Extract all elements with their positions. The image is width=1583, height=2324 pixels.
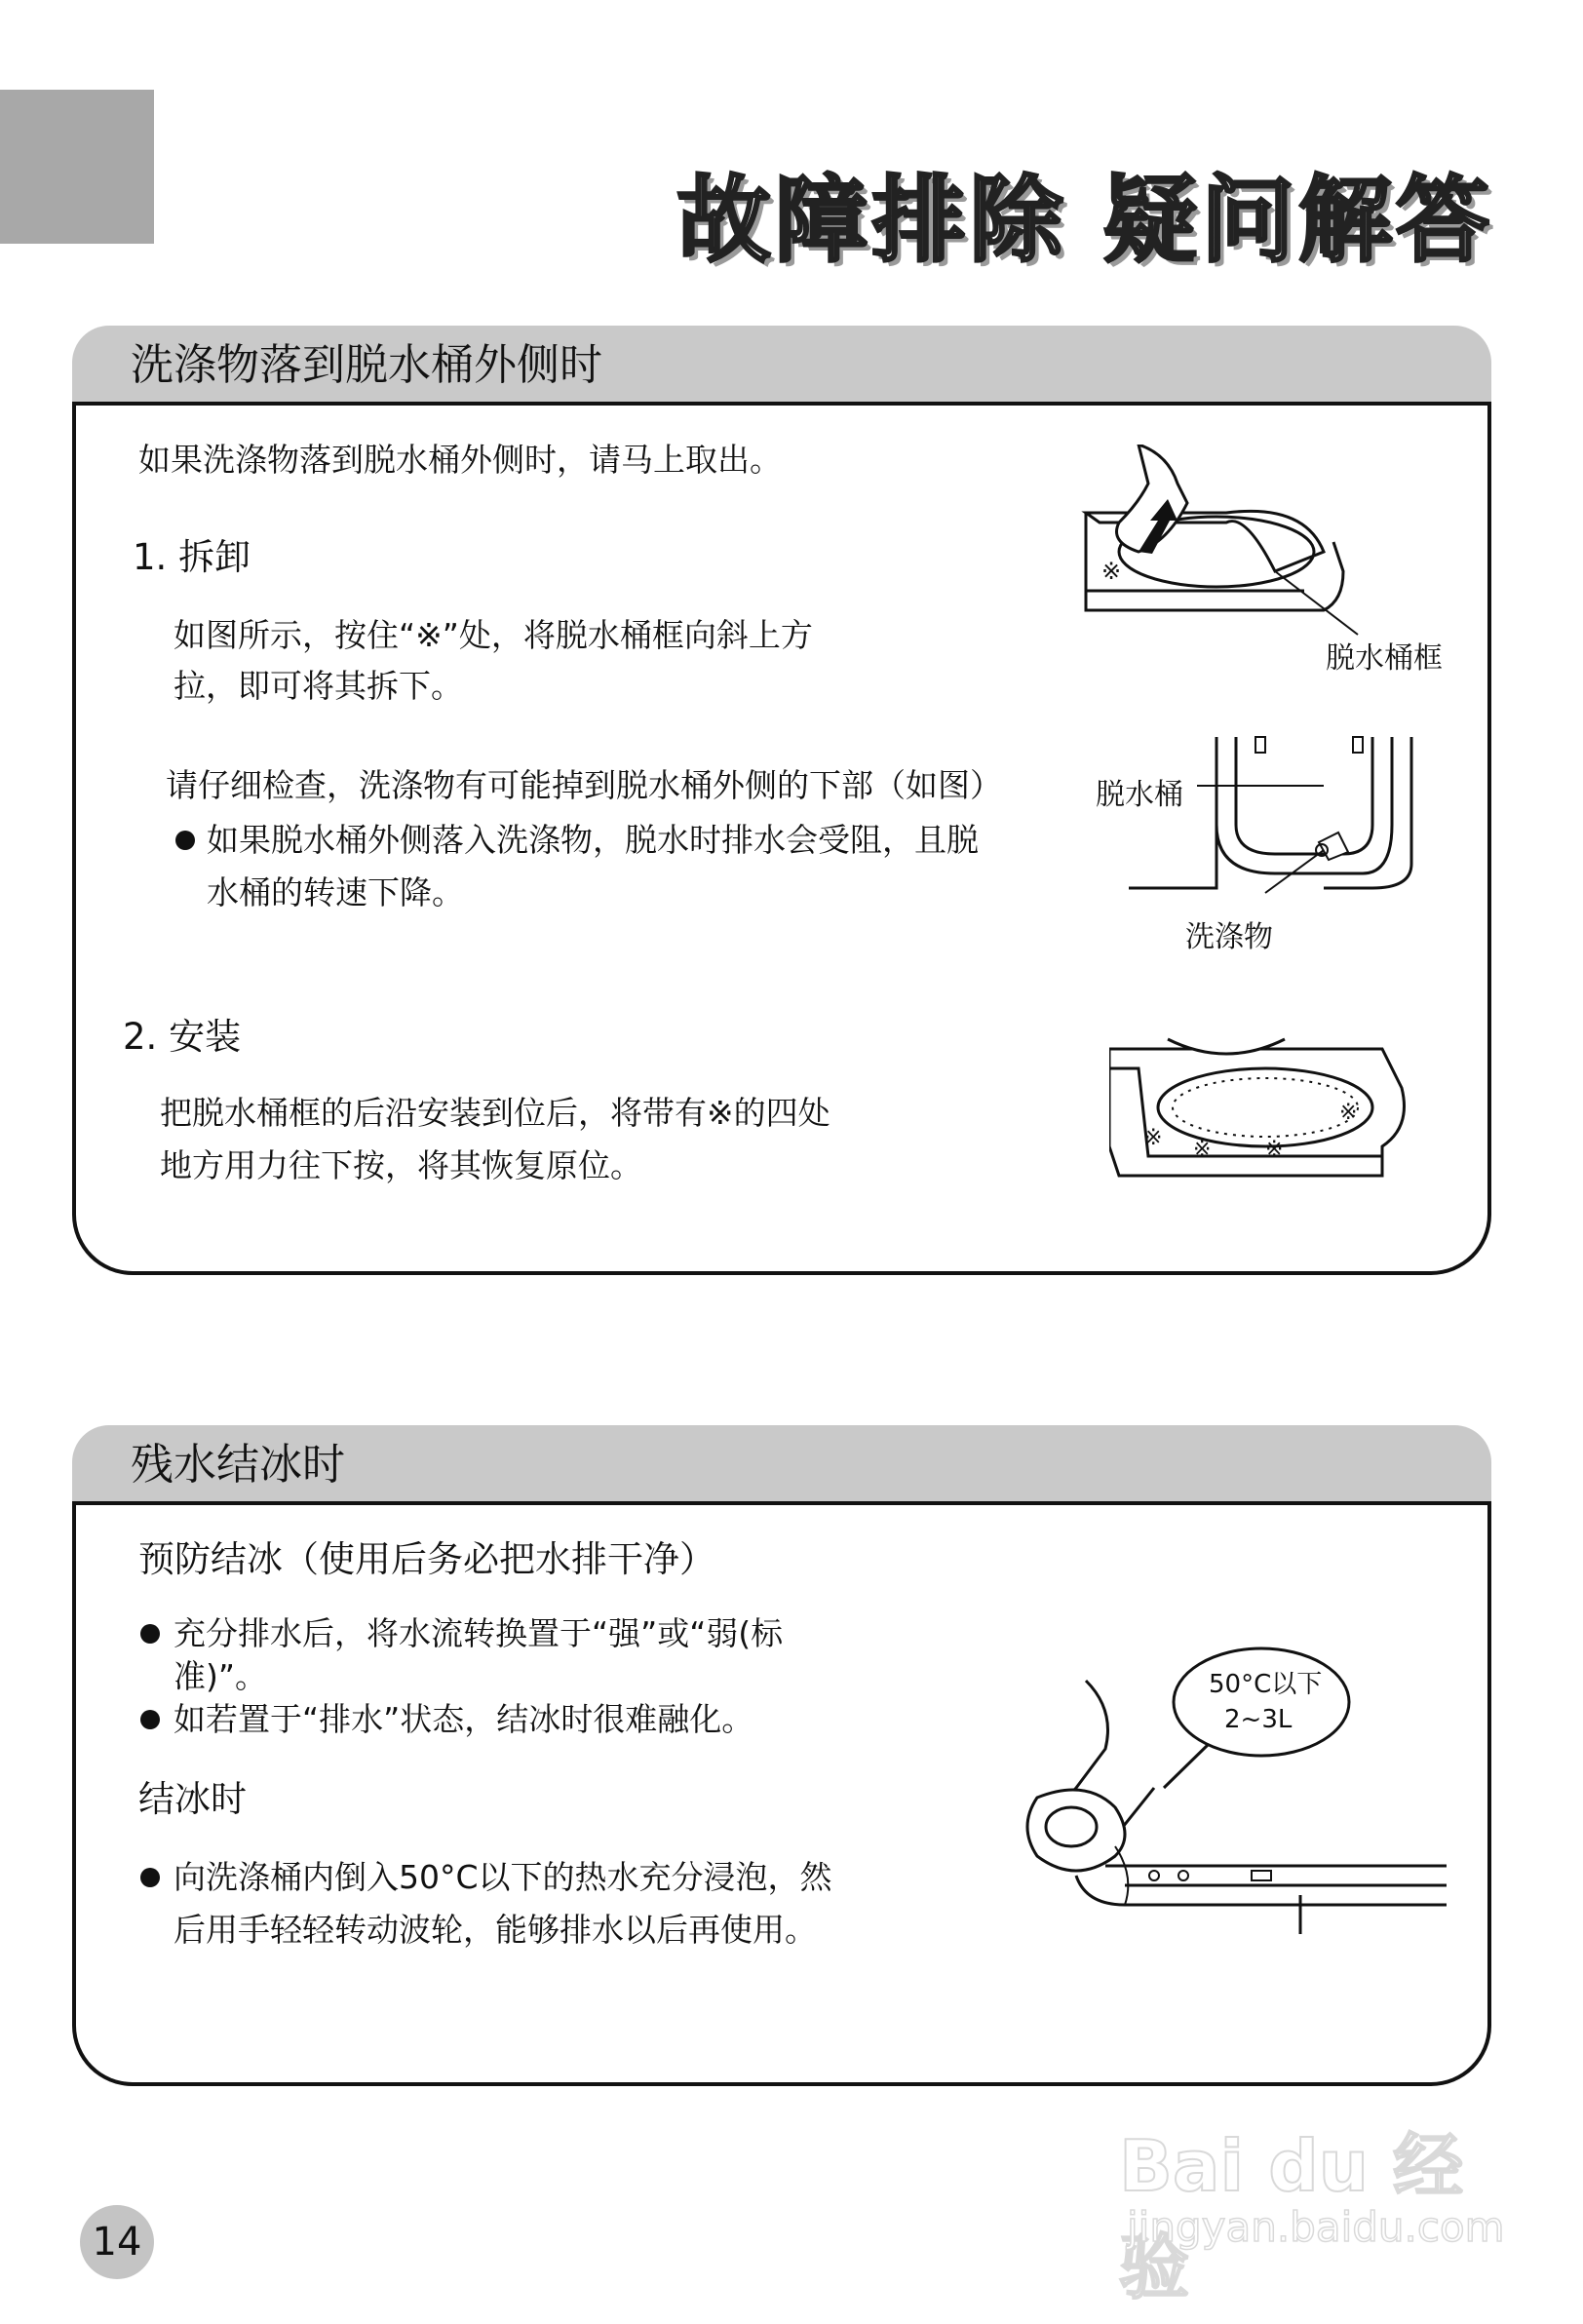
bullet3-line1: 向洗涤桶内倒入50°C以下的热水充分浸泡，然 [174, 1858, 832, 1896]
remove-frame-illustration [1080, 445, 1372, 639]
watermark-url: jingyan.baidu.com [1127, 2203, 1505, 2251]
section-header: 残水结冰时 [72, 1425, 1491, 1505]
intro-text: 如果洗涤物落到脱水桶外侧时，请马上取出。 [138, 441, 782, 479]
bullet-line1: 如果脱水桶外侧落入洗涤物，脱水时排水会受阻，且脱 [207, 821, 979, 859]
section-body [72, 1505, 1491, 2086]
mark-symbol: ※ [1339, 1101, 1358, 1125]
section-laundry-outside [72, 326, 1491, 1275]
page-title: 故障排除 疑问解答 [676, 166, 1493, 275]
bullet1-line1: 充分排水后，将水流转换置于“强”或“弱(标 [174, 1614, 784, 1652]
frame-label: 脱水桶框 [1326, 641, 1443, 676]
step-install-line2: 地方用力往下按，将其恢复原位。 [160, 1146, 642, 1184]
corner-tab [0, 90, 154, 244]
section-header: 洗涤物落到脱水桶外侧时 [72, 326, 1491, 406]
bullet-line2: 水桶的转速下降。 [207, 873, 464, 911]
step-remove-line1: 如图所示，按住“※”处，将脱水桶框向斜上方 [174, 616, 813, 654]
freeze-title: 结冰时 [138, 1778, 247, 1820]
step-install-line1: 把脱水桶框的后沿安装到位后，将带有※的四处 [160, 1094, 830, 1132]
pour-hot-water-illustration [1018, 1642, 1447, 1934]
section-body [72, 406, 1491, 1275]
bullet3-line2: 后用手轻轻转动波轮，能够排水以后再使用。 [174, 1911, 817, 1949]
section-frozen-water [72, 1425, 1491, 2086]
mark-symbol: ※ [1265, 1138, 1284, 1162]
bubble-temp: 50°C以下 [1209, 1670, 1323, 1699]
tub-cross-section-illustration [1129, 727, 1441, 912]
page-number: 14 [80, 2205, 154, 2279]
laundry-label: 洗涤物 [1185, 920, 1273, 954]
check-text: 请仔细检查，洗涤物有可能掉到脱水桶外侧的下部（如图） [166, 766, 1002, 804]
install-frame-illustration [1109, 1029, 1421, 1185]
bullet [140, 1868, 160, 1887]
bullet [175, 831, 195, 850]
bullet [140, 1624, 160, 1644]
spin-tub-label: 脱水桶 [1096, 778, 1183, 812]
watermark [1111, 2067, 1505, 2308]
step-install-title: 2. 安装 [123, 1016, 242, 1058]
bubble-volume: 2~3L [1224, 1705, 1293, 1734]
step-remove-line2: 拉，即可将其拆下。 [174, 667, 463, 705]
mark-symbol: ※ [1193, 1138, 1212, 1162]
mark-symbol: ※ [1101, 558, 1122, 585]
bullet2-text: 如若置于“排水”状态，结冰时很难融化。 [174, 1700, 754, 1738]
watermark-logo: Bai du 经验 [1119, 2125, 1464, 2308]
bullet1-line2: 准)”。 [174, 1657, 267, 1695]
bullet [140, 1710, 160, 1729]
step-remove-title: 1. 拆卸 [133, 536, 251, 578]
mark-symbol: ※ [1144, 1126, 1163, 1150]
prevent-title: 预防结冰（使用后务必把水排干净） [138, 1538, 715, 1580]
